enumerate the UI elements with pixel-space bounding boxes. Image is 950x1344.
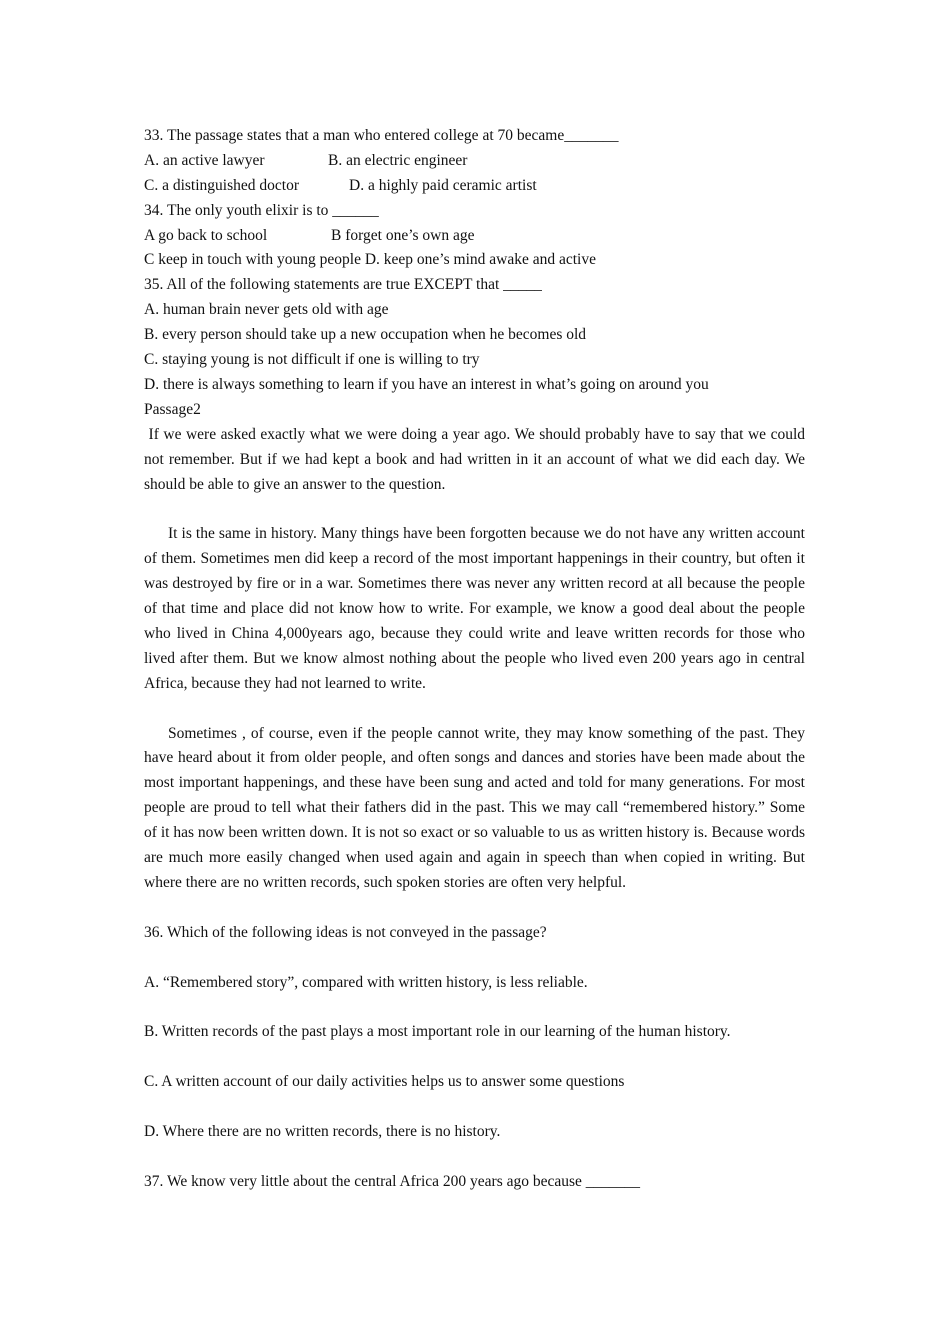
question-34-options-cd: C keep in touch with young people D. keep one’s mind awake and active <box>144 251 596 269</box>
passage-heading: Passage2 <box>144 400 201 418</box>
question-33-options-cd <box>144 174 805 199</box>
passage-paragraph-3: Sometimes , of course, even if the people cannot write, they may know something of the past. They have heard about it from older people, and often songs and dances and stories have been made about the most important happenings, and these have been sung and acted and told for many generations. For most people are proud to tell what their fathers did in the past. This we may call “remembered history.” Some of it has now been written down. It is not so exact or so valuable to us as written history is. Because words are much more easily changed when used again and again in speech than when copied in writing. But where there are no written records, such spoken stories are often very helpful. <box>144 724 805 891</box>
passage-paragraph-2: It is the same in history. Many things have been forgotten because we do not have any written account of them. Sometimes men did keep a record of the most important happenings in their country, but often it was destroyed by fire or in a war. Sometimes there was never any written record at all because the people of that time and place did not know how to write. For example, we know a good deal about the people who lived in China 4,000years ago, because they could write and leave written records for those who lived after them. But we know almost nothing about the people who lived even 200 years ago in central Africa, because they had not learned to write. <box>144 525 805 692</box>
question-33-option-a: A. an active lawyer <box>144 151 265 169</box>
question-34-option-b: B forget one’s own age <box>331 226 475 244</box>
question-33-stem: 33. The passage states that a man who entered college at 70 became_______ <box>144 127 619 144</box>
question-33-option-d: D. a highly paid ceramic artist <box>349 176 537 194</box>
question-36-option-c: C. A written account of our daily activities helps us to answer some questions <box>144 1073 625 1091</box>
question-33-options-ab <box>144 149 805 174</box>
question-34-stem: 34. The only youth elixir is to ______ <box>144 201 379 219</box>
document-page <box>144 124 809 1195</box>
question-34-options-ab <box>144 224 805 249</box>
question-36-stem: 36. Which of the following ideas is not conveyed in the passage? <box>144 923 547 941</box>
question-36-option-d: D. Where there are no written records, there is no history. <box>144 1122 501 1140</box>
question-35-option-c: C. staying young is not difficult if one is willing to try <box>144 351 480 369</box>
question-37-stem: 37. We know very little about the central Africa 200 years ago because _______ <box>144 1172 641 1190</box>
question-35-option-d: D. there is always something to learn if you have an interest in what’s going on around you <box>144 375 709 393</box>
passage-paragraph-1: If we were asked exactly what we were doing a year ago. We should probably have to say that we could not remember. But if we had kept a book and had written in it an account of what we did each day. We should be able to give an answer to the question. <box>144 425 809 493</box>
question-35-option-b: B. every person should take up a new occupation when he becomes old <box>144 326 587 344</box>
question-33-option-b: B. an electric engineer <box>328 151 468 169</box>
question-36-option-a: A. “Remembered story”, compared with written history, is less reliable. <box>144 973 588 991</box>
question-35-stem: 35. All of the following statements are true EXCEPT that _____ <box>144 276 542 294</box>
question-36-option-b: B. Written records of the past plays a most important role in our learning of the human history. <box>144 1023 731 1041</box>
question-34-option-a: A go back to school <box>144 226 268 244</box>
question-35-option-a: A. human brain never gets old with age <box>144 301 389 319</box>
question-33-option-c: C. a distinguished doctor <box>144 176 299 194</box>
